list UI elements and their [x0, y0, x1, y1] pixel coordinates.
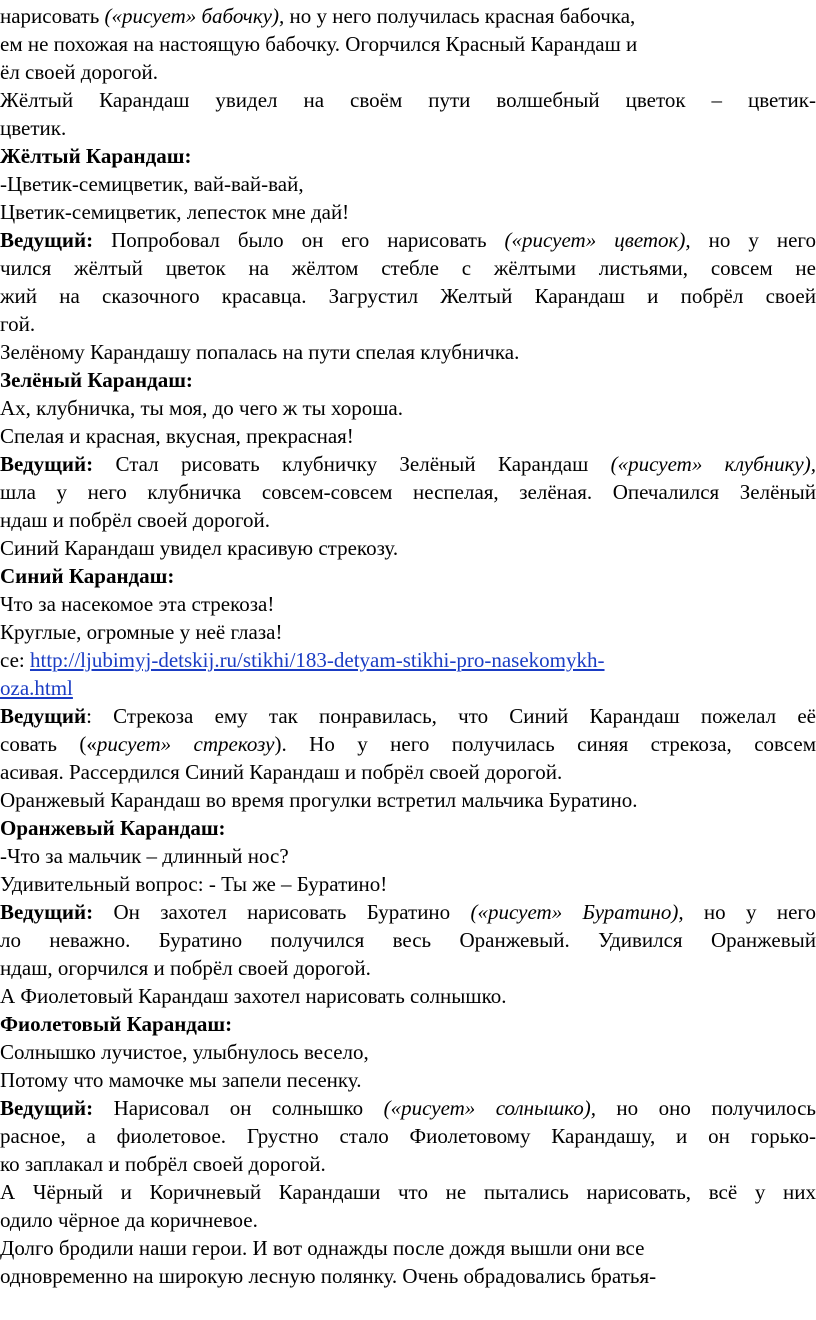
text-line-l12	[0, 310, 816, 338]
text-run: Он захотел нарисовать Буратино	[93, 900, 471, 924]
speaker-label: Зелёный Карандаш:	[0, 368, 193, 392]
text-line-l13	[0, 338, 816, 366]
speaker-label: Ведущий	[0, 704, 87, 728]
text-line-l21	[0, 562, 816, 590]
text-run: ндаш и побрёл своей дорогой.	[0, 508, 271, 532]
text-line-l36	[0, 982, 816, 1010]
text-run: Солнышко лучистое, улыбнулось весело,	[0, 1040, 369, 1064]
text-line-l02	[0, 30, 816, 58]
stage-direction: («рисует» бабочку),	[104, 4, 285, 28]
text-run: А Фиолетовый Карандаш захотел нарисовать солнышко.	[0, 984, 507, 1008]
text-run: се:	[0, 648, 30, 672]
text-line-l01	[0, 2, 816, 30]
text-line-l45	[0, 1234, 816, 1262]
text-run: жий на сказочного красавца. Загрустил Желтый Карандаш и побрёл своей	[0, 284, 816, 308]
text-run: Цветик-семицветик, лепесток мне дай!	[0, 200, 350, 224]
text-line-l46	[0, 1262, 816, 1290]
text-line-l22	[0, 590, 816, 618]
speaker-label: Ведущий:	[0, 452, 94, 476]
text-line-l39	[0, 1066, 816, 1094]
text-line-l34	[0, 926, 816, 954]
text-line-l08	[0, 198, 816, 226]
text-run: гой.	[0, 312, 36, 336]
text-run: расное, а фиолетовое. Грустно стало Фиолетовому Карандашу, и он горько-	[0, 1124, 816, 1148]
text-line-l23	[0, 618, 816, 646]
speaker-label: Жёлтый Карандаш:	[0, 144, 192, 168]
text-run: шла у него клубничка совсем-совсем неспелая, зелёная. Опечалился Зелёный	[0, 480, 816, 504]
text-run: ндаш, огорчился и побрёл своей дорогой.	[0, 956, 371, 980]
text-line-l09	[0, 226, 816, 254]
text-line-l07	[0, 170, 816, 198]
text-run: ло неважно. Буратино получился весь Оранжевый. Удивился Оранжевый	[0, 928, 816, 952]
text-line-l11	[0, 282, 816, 310]
text-line-l20	[0, 534, 816, 562]
text-run: Жёлтый Карандаш увидел на своём пути волшебный цветок – цветик-	[0, 88, 816, 112]
speaker-label: Ведущий:	[0, 228, 94, 252]
text-run: Нарисовал он солнышко	[93, 1096, 384, 1120]
text-line-l10	[0, 254, 816, 282]
text-run: одило чёрное да коричневое.	[0, 1208, 258, 1232]
text-line-l26	[0, 702, 816, 730]
text-run: Что за насекомое эта стрекоза!	[0, 592, 275, 616]
text-line-l43	[0, 1178, 816, 1206]
text-run: нарисовать	[0, 4, 105, 28]
speaker-label: Фиолетовый Карандаш:	[0, 1012, 233, 1036]
text-line-l41	[0, 1122, 816, 1150]
text-run: ). Но у него получилась синяя стрекоза, совсем	[274, 732, 816, 756]
text-run: Потому что мамочке мы запели песенку.	[0, 1068, 362, 1092]
text-line-l33	[0, 898, 816, 926]
text-line-l17	[0, 450, 816, 478]
text-run: -Цветик-семицветик, вай-вай-вай,	[0, 172, 304, 196]
text-run: но у него получилась красная бабочка,	[284, 4, 636, 28]
text-line-l37	[0, 1010, 816, 1038]
text-run: одновременно на широкую лесную полянку. Очень обрадовались братья-	[0, 1264, 657, 1288]
text-run: но оно получилось	[595, 1096, 816, 1120]
text-line-l32	[0, 870, 816, 898]
text-line-l05	[0, 114, 816, 142]
text-line-l14	[0, 366, 816, 394]
text-line-l40	[0, 1094, 816, 1122]
stage-direction: («рисует» цветок),	[504, 228, 691, 252]
text-run: цветик.	[0, 116, 67, 140]
text-run: Стал рисовать клубничку Зелёный Карандаш	[93, 452, 611, 476]
text-line-l16	[0, 422, 816, 450]
text-line-l28	[0, 758, 816, 786]
text-line-l35	[0, 954, 816, 982]
text-line-l18	[0, 478, 816, 506]
text-line-l15	[0, 394, 816, 422]
text-line-l31	[0, 842, 816, 870]
text-line-l38	[0, 1038, 816, 1066]
text-line-l25	[0, 674, 816, 702]
text-run: Оранжевый Карандаш во время прогулки встретил мальчика Буратино.	[0, 788, 638, 812]
stage-direction: рисует» стрекозу	[96, 732, 275, 756]
text-line-l06	[0, 142, 816, 170]
text-line-l03	[0, 58, 816, 86]
text-run: чился жёлтый цветок на жёлтом стебле с жёлтыми листьями, совсем не	[0, 256, 816, 280]
text-line-l04	[0, 86, 816, 114]
text-run: Попробовал было он его нарисовать	[93, 228, 505, 252]
text-run: Синий Карандаш увидел красивую стрекозу.	[0, 536, 399, 560]
text-run: ко заплакал и побрёл своей дорогой.	[0, 1152, 326, 1176]
stage-direction: («рисует» солнышко),	[383, 1096, 596, 1120]
text-run: Долго бродили наши герои. И вот однажды после дождя вышли они все	[0, 1236, 645, 1260]
speaker-label: Синий Карандаш:	[0, 564, 175, 588]
text-line-l19	[0, 506, 816, 534]
source-link[interactable]: oza.html	[0, 676, 73, 700]
text-run: ёл своей дорогой.	[0, 60, 158, 84]
text-line-l44	[0, 1206, 816, 1234]
text-run: А Чёрный и Коричневый Карандаши что не пытались нарисовать, всё у них	[0, 1180, 816, 1204]
speaker-label: Ведущий:	[0, 1096, 94, 1120]
speaker-label: Оранжевый Карандаш:	[0, 816, 226, 840]
text-line-l42	[0, 1150, 816, 1178]
text-run: но у него	[683, 900, 816, 924]
text-run: : Стрекоза ему так понравилась, что Синий Карандаш пожелал её	[86, 704, 816, 728]
text-run: Удивительный вопрос: - Ты же – Буратино!	[0, 872, 388, 896]
text-run: -Что за мальчик – длинный нос?	[0, 844, 289, 868]
stage-direction: («рисует» клубнику),	[610, 452, 816, 476]
speaker-label: Ведущий:	[0, 900, 94, 924]
source-link[interactable]: http://ljubimyj-detskij.ru/stikhi/183-detyam-stikhi-pro-nasekomykh-	[29, 648, 605, 672]
stage-direction: («рисует» Буратино),	[470, 900, 684, 924]
text-run: Круглые, огромные у неё глаза!	[0, 620, 283, 644]
text-run: Ах, клубничка, ты моя, до чего ж ты хороша.	[0, 396, 403, 420]
text-run: совать («	[0, 732, 97, 756]
text-run: Зелёному Карандашу попалась на пути спелая клубничка.	[0, 340, 520, 364]
text-run: ем не похожая на настоящую бабочку. Огорчился Красный Карандаш и	[0, 32, 638, 56]
text-line-l30	[0, 814, 816, 842]
text-line-l27	[0, 730, 816, 758]
text-line-l24	[0, 646, 816, 674]
text-run: но у него	[690, 228, 816, 252]
text-run: Спелая и красная, вкусная, прекрасная!	[0, 424, 354, 448]
text-run: асивая. Рассердился Синий Карандаш и побрёл своей дорогой.	[0, 760, 563, 784]
text-line-l29	[0, 786, 816, 814]
